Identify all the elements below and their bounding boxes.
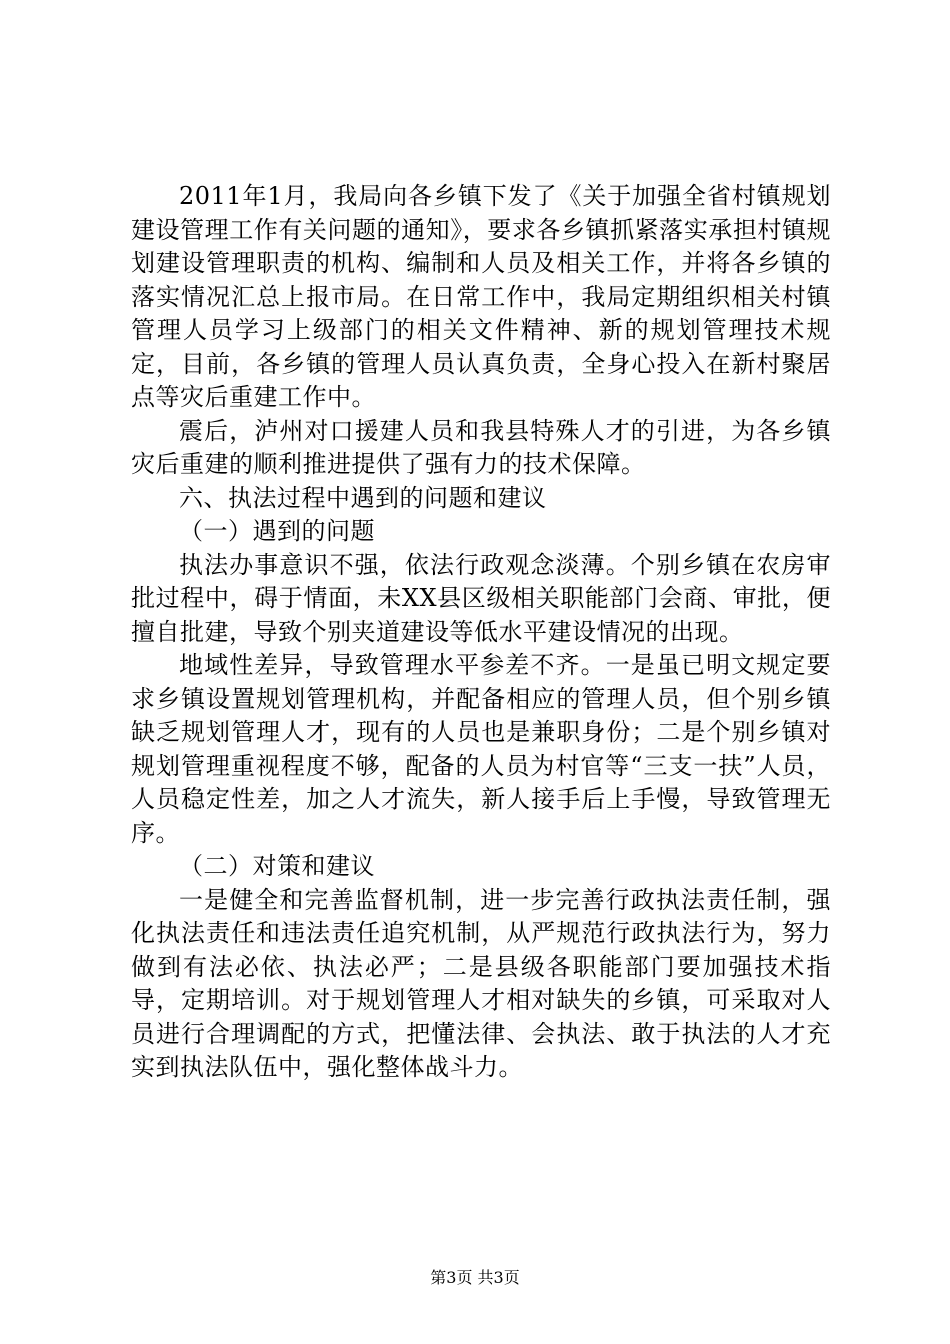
paragraph-post-quake-support: 震后，泸州对口援建人员和我县特殊人才的引进，为各乡镇灾后重建的顺利推进提供了强有力的技术保障。 xyxy=(131,416,831,478)
paragraph-implementation: 2011年1月，我局向各乡镇下发了《关于加强全省村镇规划建设管理工作有关问题的通知》，要求各乡镇抓紧落实承担村镇规划建设管理职责的机构、编制和人员及相关工作，并将各乡镇的落实情况汇总上报市局。在日常工作中，我局定期组织相关村镇管理人员学习上级部门的相关文件精神、新的规划管理技术规定，目前，各乡镇的管理人员认真负责，全身心投入在新村聚居点等灾后重建工作中。 xyxy=(131,182,831,411)
document-body xyxy=(131,180,831,1085)
subsection-heading-suggestions: （二）对策和建议 xyxy=(179,852,375,880)
subsection-heading-problems: （一）遇到的问题 xyxy=(179,517,375,545)
section-heading-problems-and-suggestions: 六、执法过程中遇到的问题和建议 xyxy=(179,483,547,512)
paragraph-countermeasures: 一是健全和完善监督机制，进一步完善行政执法责任制，强化执法责任和违法责任追究机制，从严规范行政执法行为，努力做到有法必依、执法必严；二是县级各职能部门要加强技术指导，定期培训。对于规划管理人才相对缺失的乡镇，可采取对人员进行合理调配的方式，把懂法律、会执法、敢于执法的人才充实到执法队伍中，强化整体战斗力。 xyxy=(131,885,831,1081)
paragraph-regional-differences: 地域性差异，导致管理水平参差不齐。一是虽已明文规定要求乡镇设置规划管理机构，并配备相应的管理人员，但个别乡镇缺乏规划管理人才，现有的人员也是兼职身份；二是个别乡镇对规划管理重视程度不够，配备的人员为村官等“三支一扶”人员，人员稳定性差，加之人才流失，新人接手后上手慢，导致管理无序。 xyxy=(131,651,831,847)
paragraph-weak-enforcement: 执法办事意识不强，依法行政观念淡薄。个别乡镇在农房审批过程中，碍于情面，未XX县区级相关职能部门会商、审批，便擅自批建，导致个别夹道建设等低水平建设情况的出现。 xyxy=(131,550,831,646)
page-number-footer: 第3页 共3页 xyxy=(430,1268,520,1287)
